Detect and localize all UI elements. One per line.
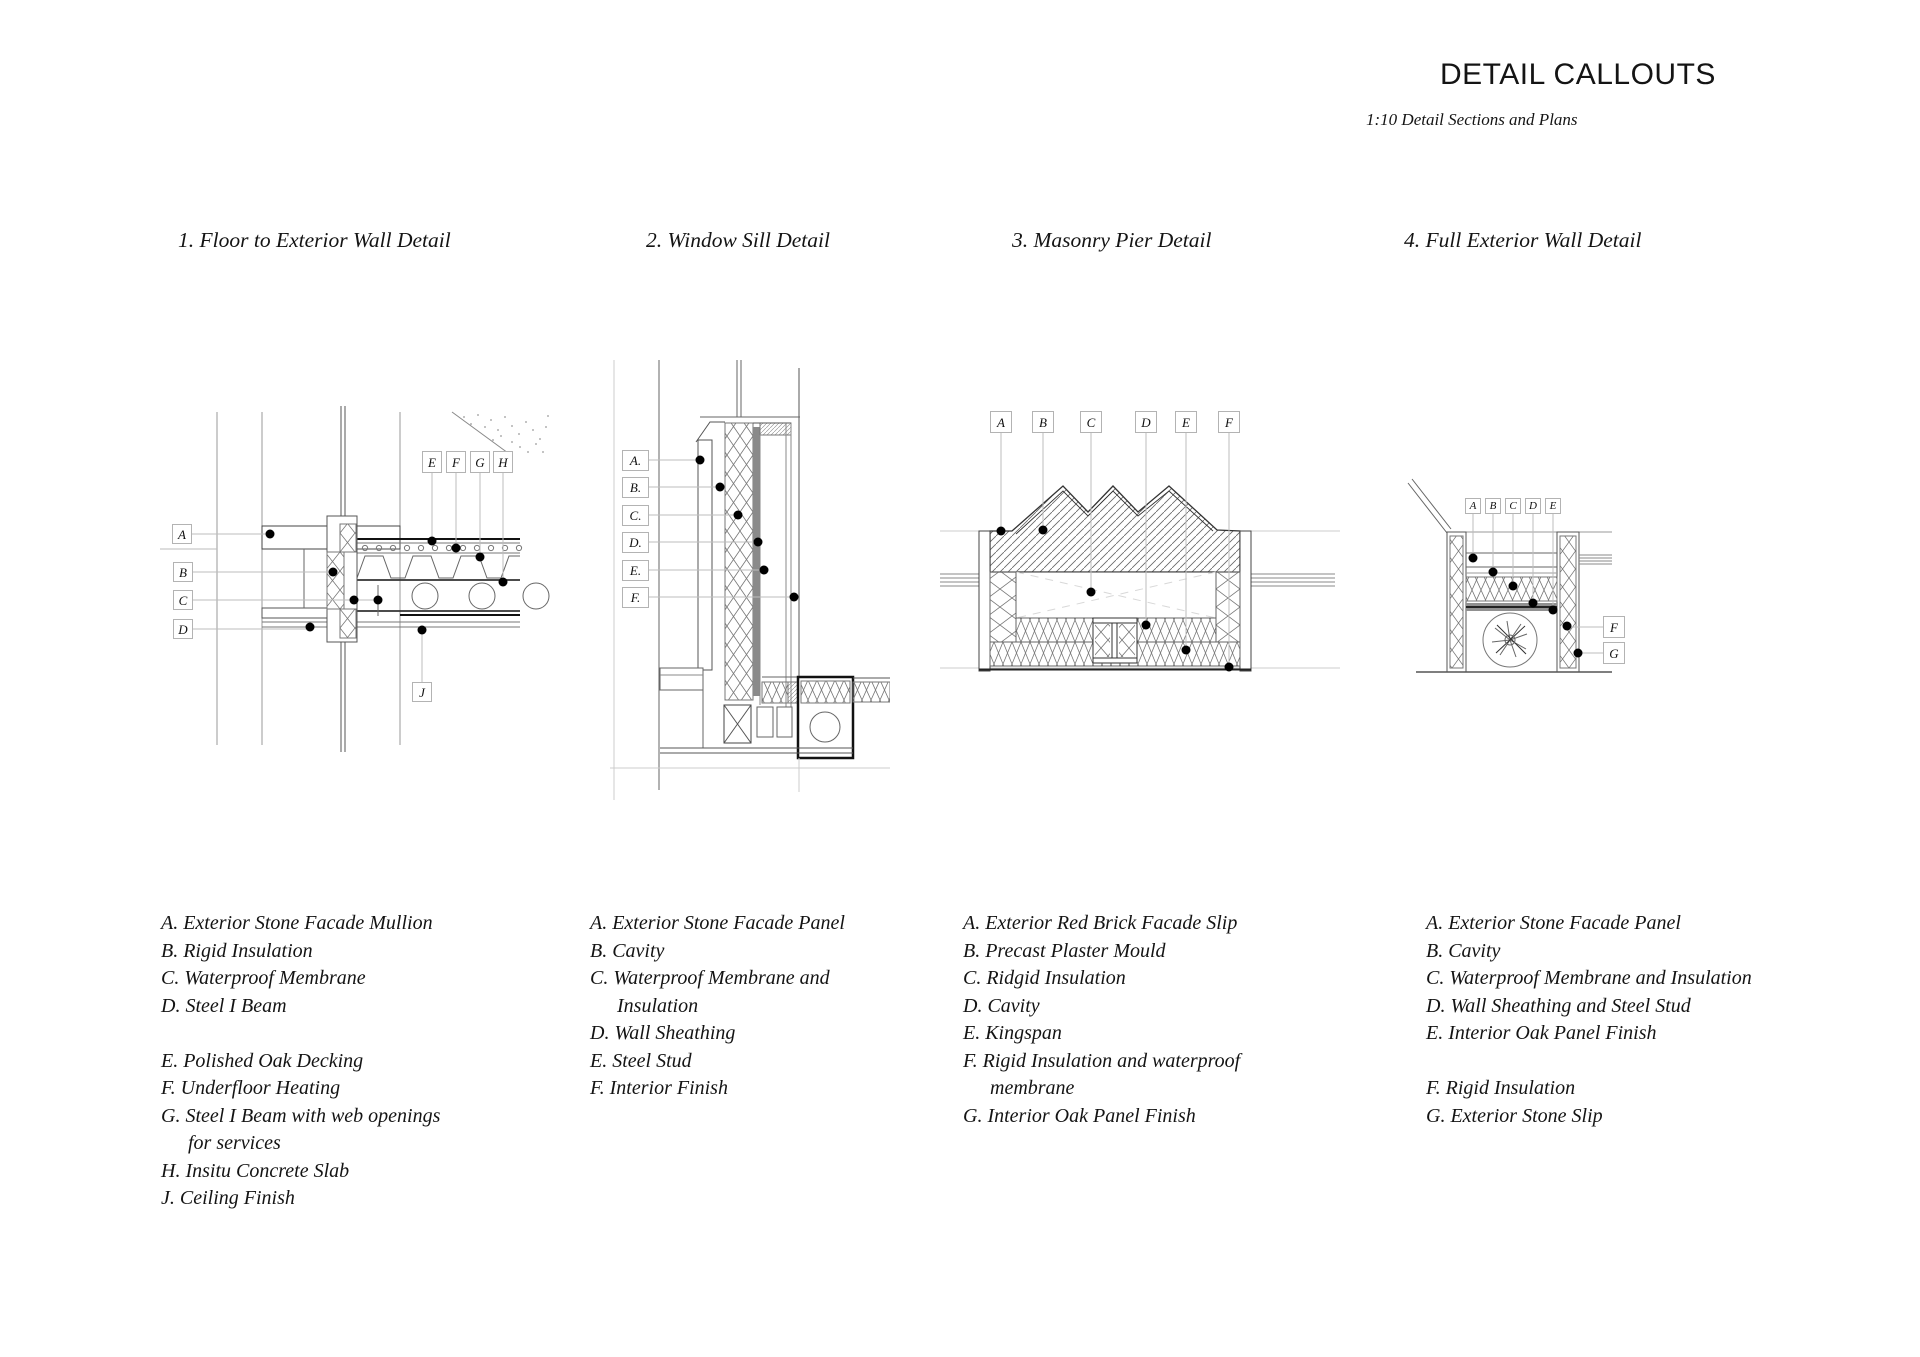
legend-item: B. Cavity: [590, 939, 665, 962]
callout-box-2b: B.: [622, 477, 649, 498]
metal-deck-profile: [357, 556, 520, 578]
detail-2-drawing: [610, 360, 890, 800]
callout-box-4f: F: [1603, 616, 1625, 638]
legend-item: A. Exterior Stone Facade Panel: [1426, 912, 1681, 934]
legend-item: F. Rigid Insulation: [1426, 1077, 1576, 1099]
callout-box-1d: D: [173, 619, 193, 639]
legend-item: E. Interior Oak Panel Finish: [1426, 1022, 1657, 1044]
callout-box-1e: E: [422, 451, 442, 473]
callout-box-3f: F: [1218, 411, 1240, 433]
legend-item: membrane: [990, 1077, 1075, 1099]
legend-item: G. Steel I Beam with web openings: [161, 1104, 441, 1127]
callout-box-2c: C.: [622, 505, 649, 526]
legend-item: C. Ridgid Insulation: [963, 967, 1126, 989]
legend-item: F. Underfloor Heating: [161, 1077, 341, 1099]
callout-box-2f: F.: [622, 587, 649, 608]
legend-item: E. Polished Oak Decking: [161, 1049, 364, 1072]
legend-item: B. Precast Plaster Mould: [963, 939, 1166, 962]
window-sill-section: [610, 360, 890, 800]
detail-1-heading: 1. Floor to Exterior Wall Detail: [178, 228, 451, 252]
legend-item: F. Interior Finish: [590, 1077, 728, 1099]
insulation-column: [725, 423, 753, 700]
callout-box-1g: G: [470, 451, 490, 473]
callout-box-2d: D.: [622, 532, 649, 553]
callout-box-4b: B: [1485, 498, 1501, 514]
legend-item: F. Rigid Insulation and waterproof: [963, 1049, 1241, 1072]
callout-box-1h: H: [493, 451, 513, 473]
callout-box-3d: D: [1135, 411, 1157, 433]
leader-lines: [649, 460, 794, 597]
legend-item: D. Wall Sheathing and Steel Stud: [1426, 994, 1691, 1017]
callout-box-3e: E: [1175, 411, 1197, 433]
concrete-stipple: [463, 414, 549, 453]
detail-1-drawing: [160, 400, 550, 770]
membrane-strip: [753, 427, 760, 696]
legend-item: G. Exterior Stone Slip: [1426, 1104, 1603, 1127]
legend-item: C. Waterproof Membrane and: [590, 967, 830, 989]
callout-box-1a: A: [172, 524, 192, 544]
legend-item: D. Steel I Beam: [161, 994, 287, 1017]
callout-box-3a: A: [990, 411, 1012, 433]
callout-box-3c: C: [1080, 411, 1102, 433]
legend-item: A. Exterior Stone Facade Panel: [590, 912, 845, 934]
legend-1: [161, 910, 440, 1213]
sheet-title: DETAIL CALLOUTS: [1440, 58, 1716, 91]
stone-panel: [698, 440, 712, 670]
masonry-pier-plan: [940, 400, 1340, 700]
detail-3-drawing: [940, 400, 1340, 700]
legend-item: for services: [188, 1132, 281, 1154]
legend-item: E. Steel Stud: [590, 1049, 692, 1072]
callout-box-3b: B: [1032, 411, 1054, 433]
legend-item: D. Wall Sheathing: [590, 1022, 736, 1044]
callout-box-1j: J: [412, 682, 432, 702]
legend-2: [590, 910, 845, 1103]
legend-item: D. Cavity: [963, 994, 1040, 1017]
beam-web-openings: [412, 583, 549, 609]
legend-4: [1426, 910, 1752, 1130]
callout-box-4c: C: [1505, 498, 1521, 514]
legend-item: E. Kingspan: [963, 1022, 1062, 1044]
legend-item: A. Exterior Red Brick Facade Slip: [963, 912, 1238, 934]
callout-box-4a: A: [1465, 498, 1481, 514]
sheet-subtitle: 1:10 Detail Sections and Plans: [1366, 110, 1578, 129]
floor-to-wall-section: [160, 400, 550, 770]
legend-item: C. Waterproof Membrane: [161, 967, 366, 989]
legend-item: H. Insitu Concrete Slab: [161, 1159, 350, 1182]
callout-box-1c: C: [173, 590, 193, 610]
callout-box-2a: A.: [622, 450, 649, 471]
callout-box-4e: E: [1545, 498, 1561, 514]
callout-box-4d: D: [1525, 498, 1541, 514]
detail-4-heading: 4. Full Exterior Wall Detail: [1404, 228, 1642, 252]
detail-2-heading: 2. Window Sill Detail: [646, 228, 830, 252]
brick-facade-hatch: [990, 486, 1240, 572]
legend-item: G. Interior Oak Panel Finish: [963, 1104, 1196, 1127]
legend-item: B. Cavity: [1426, 939, 1501, 962]
legend-item: J. Ceiling Finish: [161, 1187, 295, 1209]
callout-box-4g: G: [1603, 642, 1625, 664]
legend-item: Insulation: [617, 994, 699, 1017]
legend-item: C. Waterproof Membrane and Insulation: [1426, 967, 1752, 989]
legend-item: A. Exterior Stone Facade Mullion: [161, 912, 433, 934]
callout-box-2e: E.: [622, 560, 649, 581]
detail-3-heading: 3. Masonry Pier Detail: [1012, 228, 1212, 252]
legend-item: B. Rigid Insulation: [161, 939, 313, 962]
callout-box-1b: B: [173, 562, 193, 582]
legend-3: [963, 910, 1240, 1130]
callout-box-1f: F: [446, 451, 466, 473]
